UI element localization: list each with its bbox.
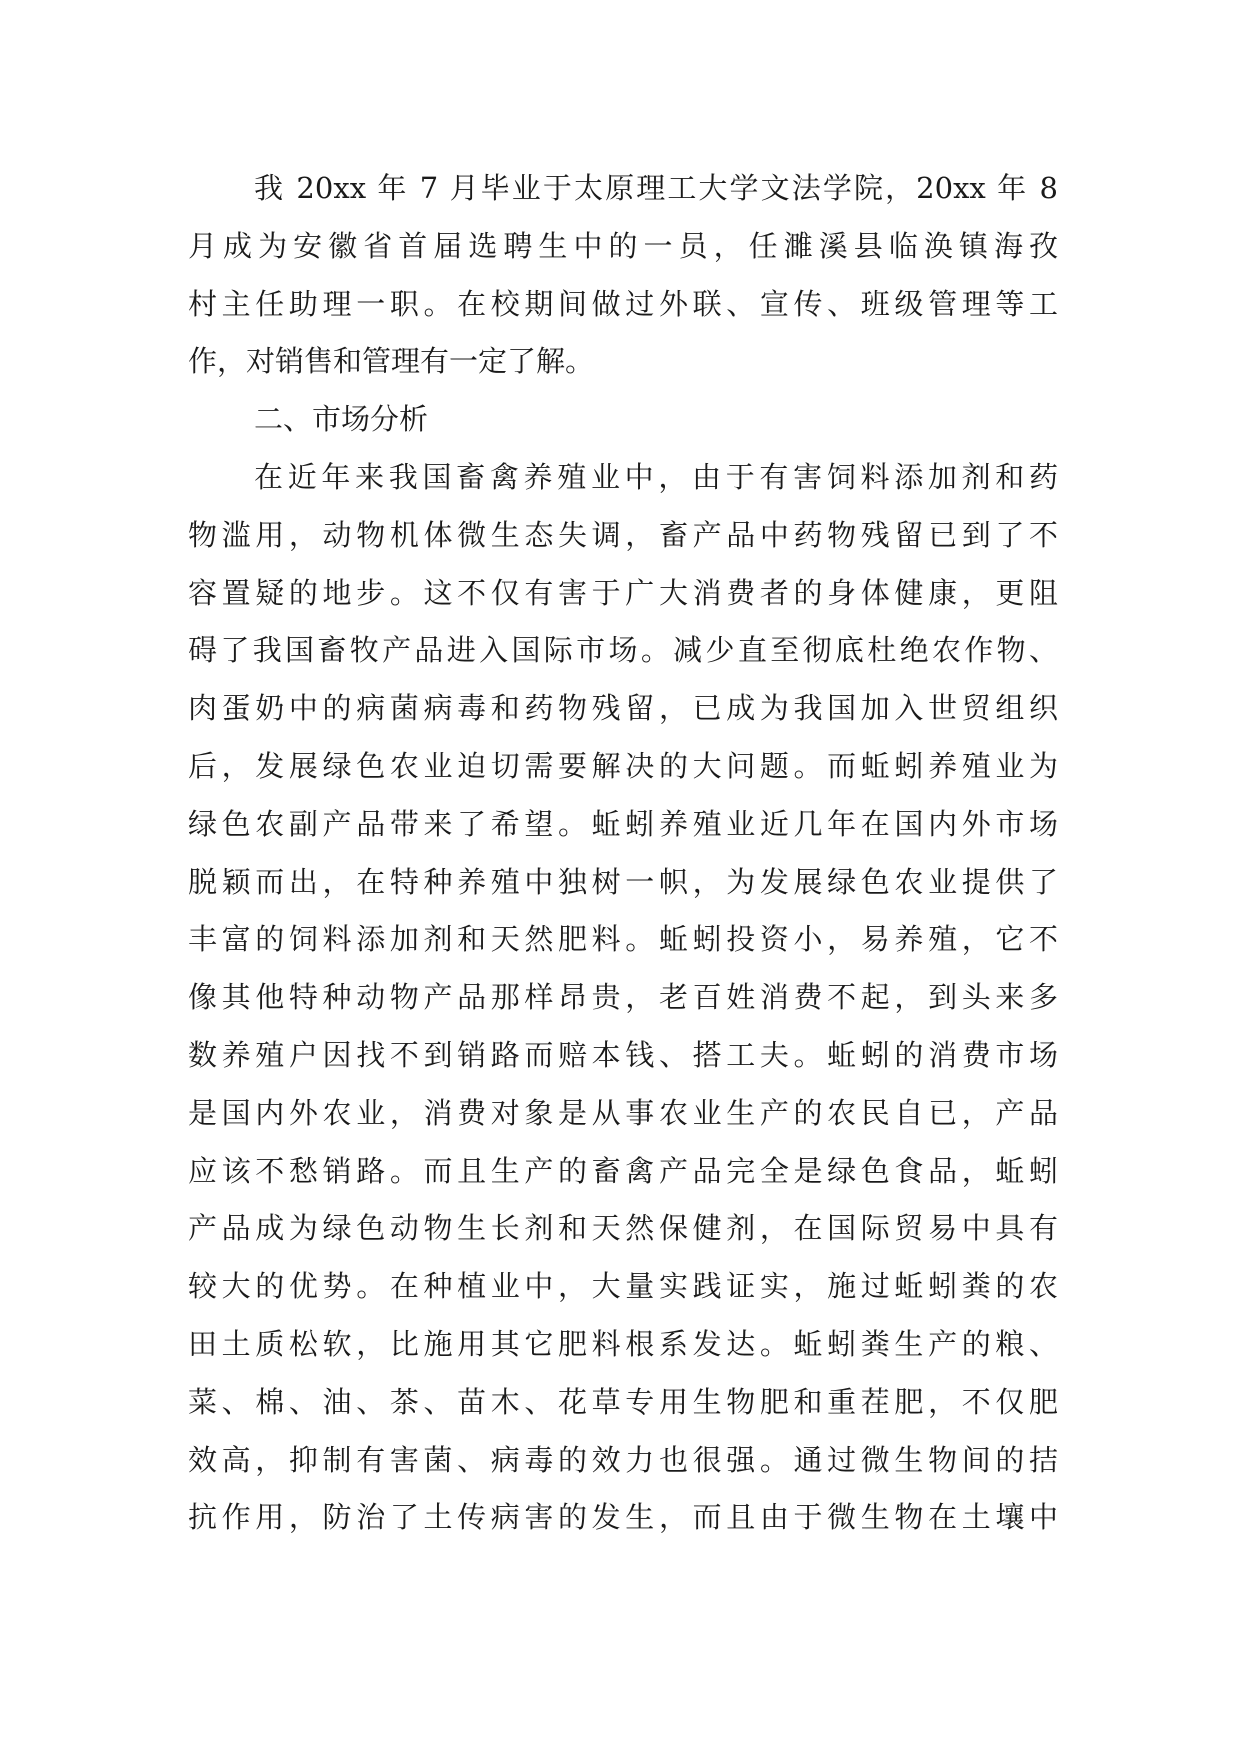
- text-line: 菜、棉、油、茶、苗木、花草专用生物肥和重茬肥，不仅肥: [188, 1384, 1058, 1419]
- text-line: 二、市场分析: [254, 402, 429, 437]
- text-line: 月成为安徽省首届选聘生中的一员，任濉溪县临涣镇海孜: [188, 228, 1058, 263]
- text-line: 肉蛋奶中的病菌病毒和药物残留，已成为我国加入世贸组织: [188, 691, 1058, 726]
- text-line: 田土质松软，比施用其它肥料根系发达。蚯蚓粪生产的粮、: [188, 1326, 1058, 1361]
- text-line: 在近年来我国畜禽养殖业中，由于有害饲料添加剂和药: [254, 459, 1058, 494]
- text-line: 抗作用，防治了土传病害的发生，而且由于微生物在土壤中: [188, 1500, 1058, 1535]
- text-line: 碍了我国畜牧产品进入国际市场。减少直至彻底杜绝农作物、: [188, 633, 1058, 668]
- text-line: 作，对销售和管理有一定了解。: [188, 344, 595, 379]
- text-line: 丰富的饲料添加剂和天然肥料。蚯蚓投资小，易养殖，它不: [188, 922, 1058, 957]
- text-line: 容置疑的地步。这不仅有害于广大消费者的身体健康，更阻: [188, 575, 1058, 610]
- text-line: 村主任助理一职。在校期间做过外联、宣传、班级管理等工: [188, 286, 1058, 321]
- text-line: 像其他特种动物产品那样昂贵，老百姓消费不起，到头来多: [188, 980, 1058, 1015]
- text-line: 应该不愁销路。而且生产的畜禽产品完全是绿色食品，蚯蚓: [188, 1153, 1058, 1188]
- text-line: 效高，抑制有害菌、病毒的效力也很强。通过微生物间的拮: [188, 1442, 1058, 1477]
- text-line: 我 20xx 年 7 月毕业于太原理工大学文法学院，20xx 年 8: [254, 171, 1058, 205]
- text-line: 绿色农副产品带来了希望。蚯蚓养殖业近几年在国内外市场: [188, 806, 1058, 841]
- text-line: 物滥用，动物机体微生态失调，畜产品中药物残留已到了不: [188, 517, 1058, 552]
- document-page: [188, 160, 1058, 1547]
- text-line: 产品成为绿色动物生长剂和天然保健剂，在国际贸易中具有: [188, 1211, 1058, 1246]
- text-line: 是国内外农业，消费对象是从事农业生产的农民自已，产品: [188, 1095, 1058, 1130]
- text-line: 脱颖而出，在特种养殖中独树一帜，为发展绿色农业提供了: [188, 864, 1058, 899]
- text-line: 数养殖户因找不到销路而赔本钱、搭工夫。蚯蚓的消费市场: [188, 1037, 1058, 1072]
- text-line: 后，发展绿色农业迫切需要解决的大问题。而蚯蚓养殖业为: [188, 748, 1058, 783]
- text-line: 较大的优势。在种植业中，大量实践证实，施过蚯蚓粪的农: [188, 1269, 1058, 1304]
